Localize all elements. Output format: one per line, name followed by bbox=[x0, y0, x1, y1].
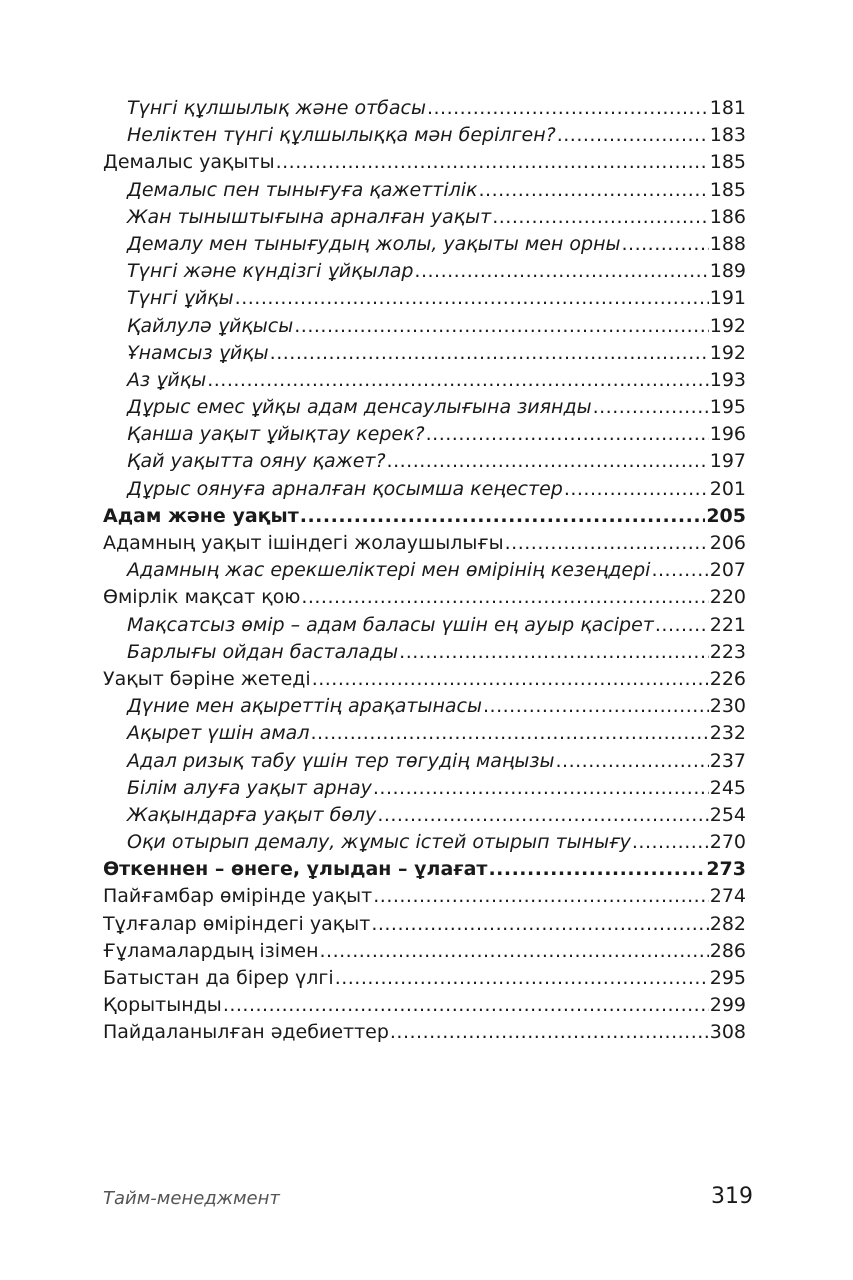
toc-entry-title: Жақындарға уақыт бөлу bbox=[127, 803, 377, 826]
toc-entry-page: 185 bbox=[709, 178, 746, 201]
toc-leader-dots bbox=[335, 965, 709, 992]
toc-entry-title: Аз ұйқы bbox=[127, 368, 207, 391]
toc-entry bbox=[103, 340, 746, 367]
toc-entry-page: 186 bbox=[709, 205, 746, 228]
toc-entry-page: 232 bbox=[709, 722, 746, 745]
toc-leader-dots bbox=[651, 557, 708, 584]
toc-entry-title: Уақыт бәріне жетеді bbox=[103, 667, 311, 690]
toc-leader-dots bbox=[399, 639, 709, 666]
toc-entry bbox=[103, 720, 746, 747]
toc-leader-dots bbox=[622, 231, 709, 258]
table-of-contents bbox=[103, 95, 746, 1047]
toc-leader-dots bbox=[312, 666, 709, 693]
toc-entry-page: 270 bbox=[709, 831, 746, 854]
toc-entry-title: Мақсатсыз өмір – адам баласы үшін ең ауыр қасірет bbox=[127, 613, 654, 636]
toc-entry bbox=[103, 748, 746, 775]
toc-entry-title: Оқи отырып демалу, жұмыс істей отырып тынығу bbox=[127, 831, 631, 854]
toc-entry-title: Ғұламалардың ізімен bbox=[103, 939, 319, 962]
toc-entry-title: Түнгі құлшылық және отбасы bbox=[127, 97, 426, 119]
toc-entry bbox=[103, 367, 746, 394]
toc-entry bbox=[103, 693, 746, 720]
toc-entry-title: Адал ризық табу үшін тер төгудің маңызы bbox=[127, 749, 555, 772]
toc-entry bbox=[103, 204, 746, 231]
toc-entry bbox=[103, 992, 746, 1019]
toc-entry bbox=[103, 829, 746, 856]
toc-leader-dots bbox=[373, 883, 709, 910]
toc-leader-dots bbox=[557, 122, 709, 149]
toc-entry bbox=[103, 911, 746, 938]
toc-entry bbox=[103, 95, 746, 122]
toc-entry-page: 273 bbox=[706, 858, 746, 881]
toc-entry bbox=[103, 421, 746, 448]
toc-entry bbox=[103, 476, 746, 503]
toc-entry-title: Дұрыс оянуға арналған қосымша кеңестер bbox=[127, 477, 563, 500]
toc-leader-dots bbox=[377, 802, 708, 829]
toc-leader-dots bbox=[593, 394, 709, 421]
toc-entry-title: Неліктен түнгі құлшылыққа мән берілген? bbox=[127, 124, 556, 147]
toc-entry-title: Жан тыныштығына арналған уақыт bbox=[127, 205, 492, 228]
toc-leader-dots bbox=[427, 95, 709, 122]
toc-entry-page: 183 bbox=[709, 124, 746, 147]
toc-entry-title: Білім алуға уақыт арнау bbox=[127, 776, 372, 799]
toc-section-heading bbox=[103, 503, 746, 530]
toc-entry-title: Өткеннен – өнеге, ұлыдан – ұлағат bbox=[103, 858, 488, 881]
toc-entry bbox=[103, 775, 746, 802]
toc-entry-page: 220 bbox=[709, 586, 746, 609]
toc-entry-title: Демалыс пен тынығуға қажеттілік bbox=[127, 178, 478, 201]
toc-entry-title: Қорытынды bbox=[103, 994, 222, 1017]
toc-entry bbox=[103, 612, 746, 639]
toc-entry bbox=[103, 177, 746, 204]
toc-entry-page: 185 bbox=[709, 151, 746, 174]
toc-leader-dots bbox=[320, 938, 709, 965]
toc-entry-page: 308 bbox=[709, 1021, 746, 1044]
toc-entry-title: Дүние мен ақыреттің арақатынасы bbox=[127, 695, 482, 718]
toc-entry-page: 274 bbox=[709, 885, 746, 908]
toc-entry-page: 195 bbox=[709, 396, 746, 419]
toc-entry-title: Ақырет үшін амал bbox=[127, 722, 310, 745]
page-number: 319 bbox=[711, 1184, 753, 1209]
toc-leader-dots bbox=[294, 313, 708, 340]
toc-entry-page: 192 bbox=[709, 341, 746, 364]
toc-entry-page: 205 bbox=[706, 504, 746, 527]
toc-entry bbox=[103, 258, 746, 285]
toc-entry-title: Барлығы ойдан басталады bbox=[127, 640, 399, 663]
toc-entry-title: Түнгі ұйқы bbox=[127, 287, 234, 310]
toc-leader-dots bbox=[310, 720, 708, 747]
toc-entry-page: 193 bbox=[709, 368, 746, 391]
toc-entry-page: 223 bbox=[709, 640, 746, 663]
toc-entry bbox=[103, 965, 746, 992]
toc-entry-page: 189 bbox=[709, 260, 746, 283]
toc-entry bbox=[103, 231, 746, 258]
running-title: Тайм-менеджмент bbox=[103, 1188, 280, 1209]
toc-entry-page: 295 bbox=[709, 967, 746, 989]
toc-section-heading bbox=[103, 856, 746, 883]
toc-entry bbox=[103, 1019, 746, 1046]
toc-leader-dots bbox=[371, 911, 708, 938]
toc-entry-page: 196 bbox=[709, 423, 746, 446]
toc-entry-page: 254 bbox=[709, 803, 746, 826]
toc-leader-dots bbox=[479, 177, 709, 204]
toc-entry bbox=[103, 639, 746, 666]
toc-entry-page: 191 bbox=[709, 287, 746, 310]
toc-entry-title: Қанша уақыт ұйықтау керек? bbox=[127, 423, 425, 446]
toc-entry-page: 201 bbox=[709, 477, 746, 500]
toc-leader-dots bbox=[300, 503, 706, 530]
toc-entry-page: 188 bbox=[709, 232, 746, 255]
toc-entry-page: 245 bbox=[709, 776, 746, 799]
toc-entry bbox=[103, 584, 746, 611]
toc-entry-title: Адамның жас ерекшеліктері мен өмірінің кезеңдері bbox=[127, 559, 651, 582]
toc-leader-dots bbox=[556, 748, 709, 775]
toc-entry-title: Пайдаланылған әдебиеттер bbox=[103, 1021, 389, 1044]
toc-entry-title: Адам және уақыт bbox=[103, 504, 299, 527]
toc-entry-title: Түнгі және күндізгі ұйқылар bbox=[127, 260, 414, 283]
toc-entry-page: 192 bbox=[709, 314, 746, 337]
toc-entry-page: 286 bbox=[709, 939, 746, 962]
toc-leader-dots bbox=[373, 775, 709, 802]
toc-leader-dots bbox=[235, 285, 709, 312]
toc-leader-dots bbox=[564, 476, 709, 503]
toc-entry-page: 206 bbox=[709, 532, 746, 554]
toc-leader-dots bbox=[207, 367, 709, 394]
toc-entry-page: 226 bbox=[709, 667, 746, 690]
toc-leader-dots bbox=[632, 829, 709, 856]
toc-entry-title: Пайғамбар өмірінде уақыт bbox=[103, 885, 373, 908]
toc-leader-dots bbox=[492, 204, 709, 231]
toc-entry-title: Қай уақытта ояну қажет? bbox=[127, 450, 386, 473]
toc-leader-dots bbox=[655, 612, 709, 639]
toc-entry-title: Ұнамсыз ұйқы bbox=[127, 341, 269, 364]
toc-entry-page: 197 bbox=[709, 450, 746, 473]
toc-entry-title: Дұрыс емес ұйқы адам денсаулығына зиянды bbox=[127, 396, 592, 419]
toc-entry bbox=[103, 285, 746, 312]
toc-entry bbox=[103, 557, 746, 584]
toc-leader-dots bbox=[270, 340, 709, 367]
toc-leader-dots bbox=[483, 693, 709, 720]
toc-leader-dots bbox=[488, 856, 705, 883]
toc-entry-page: 237 bbox=[709, 749, 746, 772]
toc-entry bbox=[103, 883, 746, 910]
toc-entry-page: 207 bbox=[709, 559, 746, 582]
toc-leader-dots bbox=[390, 1019, 709, 1046]
toc-entry bbox=[103, 448, 746, 475]
toc-entry bbox=[103, 394, 746, 421]
toc-leader-dots bbox=[414, 258, 708, 285]
toc-leader-dots bbox=[387, 448, 709, 475]
toc-entry bbox=[103, 530, 746, 557]
toc-entry bbox=[103, 802, 746, 829]
toc-entry-title: Адамның уақыт ішіндегі жолаушылығы bbox=[103, 532, 504, 554]
toc-entry-title: Өмірлік мақсат қою bbox=[103, 586, 301, 609]
toc-leader-dots bbox=[301, 584, 708, 611]
toc-entry-page: 282 bbox=[709, 912, 746, 935]
toc-entry-page: 181 bbox=[709, 97, 746, 119]
toc-entry-title: Тұлғалар өміріндегі уақыт bbox=[103, 912, 371, 935]
toc-entry-title: Батыстан да бірер үлгі bbox=[103, 967, 334, 989]
toc-entry bbox=[103, 938, 746, 965]
toc-leader-dots bbox=[223, 992, 709, 1019]
toc-entry-title: Демалыс уақыты bbox=[103, 151, 275, 174]
toc-entry bbox=[103, 666, 746, 693]
toc-entry bbox=[103, 149, 746, 176]
toc-entry-title: Демалу мен тынығудың жолы, уақыты мен орны bbox=[127, 232, 621, 255]
toc-entry-page: 299 bbox=[709, 994, 746, 1017]
toc-entry bbox=[103, 122, 746, 149]
toc-leader-dots bbox=[505, 530, 709, 557]
toc-entry-page: 230 bbox=[709, 695, 746, 718]
toc-entry-page: 221 bbox=[709, 613, 746, 636]
toc-leader-dots bbox=[426, 421, 709, 448]
toc-entry bbox=[103, 313, 746, 340]
toc-leader-dots bbox=[276, 149, 709, 176]
toc-entry-title: Қайлулә ұйқысы bbox=[127, 314, 294, 337]
